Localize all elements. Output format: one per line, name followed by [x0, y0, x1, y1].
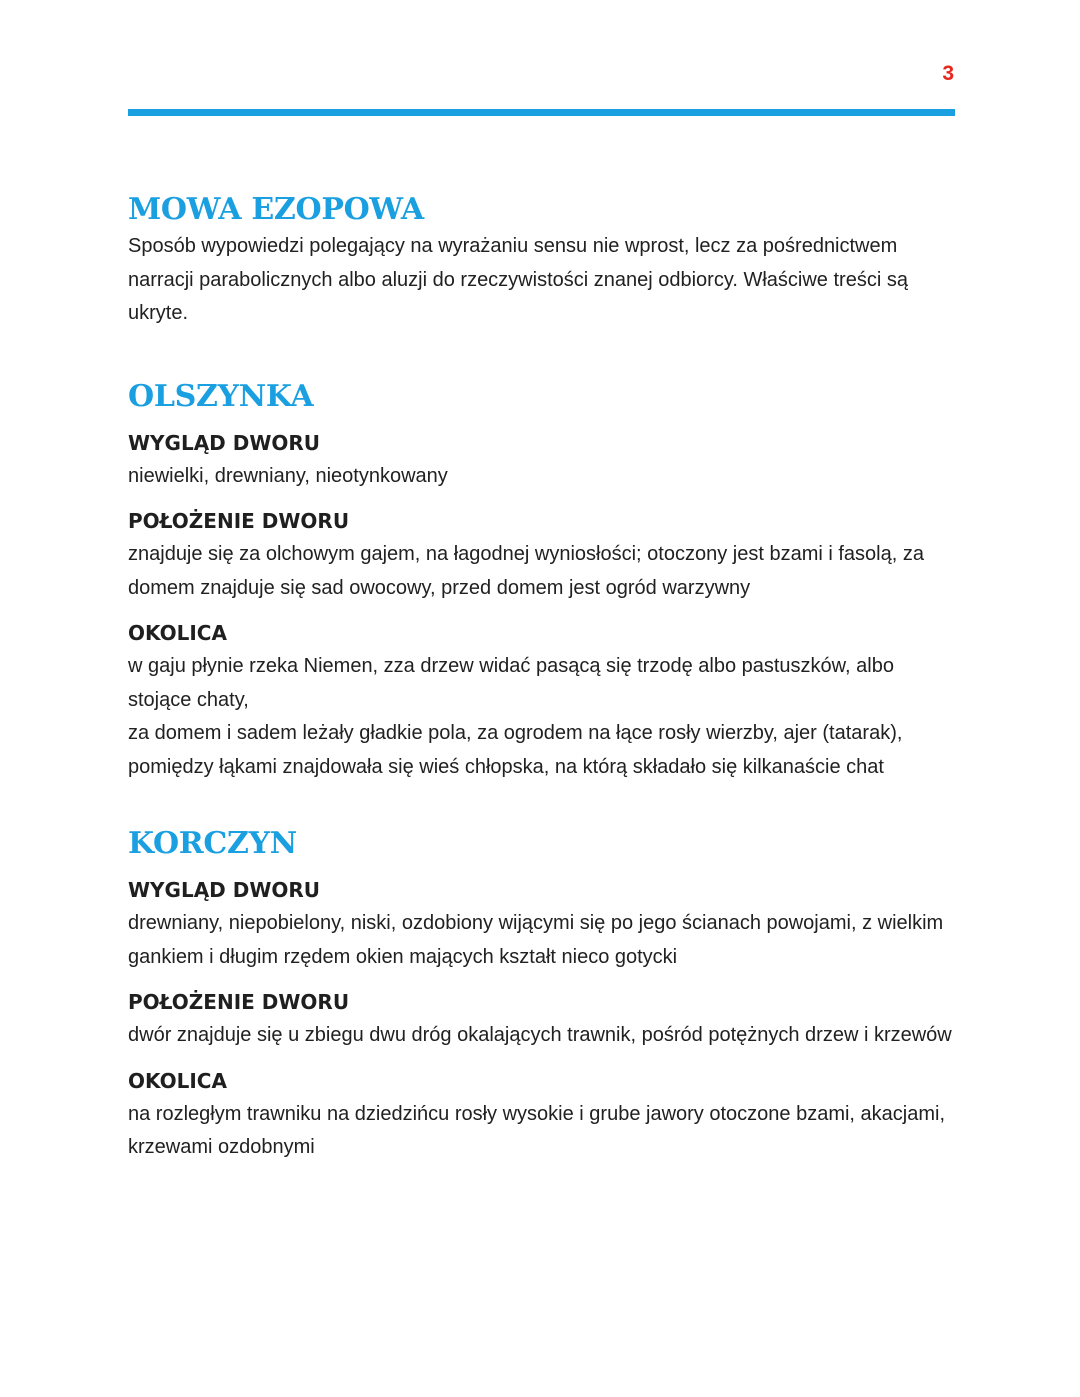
wyglad-text: niewielki, drewniany, nieotynkowany [128, 464, 448, 487]
subheading-wyglad-dworu: WYGLĄD DWORU [128, 878, 321, 902]
olszynka-wyglad [128, 427, 958, 494]
section-mowa-ezopowa [128, 190, 958, 331]
korczyn-okolica [128, 1065, 958, 1165]
section-korczyn [128, 824, 958, 1165]
subheading-polozenie-dworu: POŁOŻENIE DWORU [128, 509, 350, 533]
olszynka-okolica [128, 617, 958, 784]
okolica-text-2: za domem i sadem leżały gładkie pola, za ogrodem na łące rosły wierzby, ajer (tatarak), pomiędzy łąkami znajdowała się wieś chłopska, na którą składało się kilkanaście chat [128, 722, 903, 778]
page-number: 3 [942, 62, 954, 85]
polozenie-text: dwór znajduje się u zbiegu dwu dróg okalających trawnik, pośród potężnych drzew i krzewów [128, 1024, 952, 1046]
document-body [128, 190, 958, 1205]
header-rule [128, 109, 955, 116]
subheading-wyglad-dworu: WYGLĄD DWORU [128, 430, 321, 455]
wyglad-text: drewniany, niepobielony, niski, ozdobiony wijącymi się po jego ścianach powojami, z wielkim gankiem i długim rzędem okien mających kształt nieco gotycki [128, 912, 944, 968]
okolica-text-1: w gaju płynie rzeka Niemen, zza drzew widać pasącą się trzodę albo pastuszków, albo stojące chaty, [128, 655, 894, 711]
polozenie-text: znajduje się za olchowym gajem, na łagodnej wyniosłości; otoczony jest bzami i fasolą, za domem znajduje się sad owocowy, przed domem jest ogród warzywny [128, 543, 924, 599]
section-title-olszynka: OLSZYNKA [128, 378, 314, 414]
korczyn-polozenie [128, 986, 958, 1053]
okolica-text: na rozległym trawniku na dziedzińcu rosły wysokie i grube jawory otoczone bzami, akacjami, krzewami ozdobnymi [128, 1102, 946, 1158]
korczyn-wyglad [128, 874, 958, 974]
section-title-korczyn: KORCZYN [128, 826, 297, 861]
subheading-okolica: OKOLICA [128, 1068, 227, 1093]
section-title-mowa-ezopowa: MOWA EZOPOWA [128, 192, 424, 227]
olszynka-polozenie [128, 505, 958, 605]
definition-paragraph: Sposób wypowiedzi polegający na wyrażaniu sensu nie wprost, lecz za pośrednictwem narracji parabolicznych albo aluzji do rzeczywistości znanej odbiorcy. Właściwe treści są ukryte. [128, 235, 908, 324]
section-olszynka [128, 377, 958, 785]
subheading-okolica: OKOLICA [128, 621, 227, 645]
subheading-polozenie-dworu: POŁOŻENIE DWORU [128, 990, 350, 1014]
